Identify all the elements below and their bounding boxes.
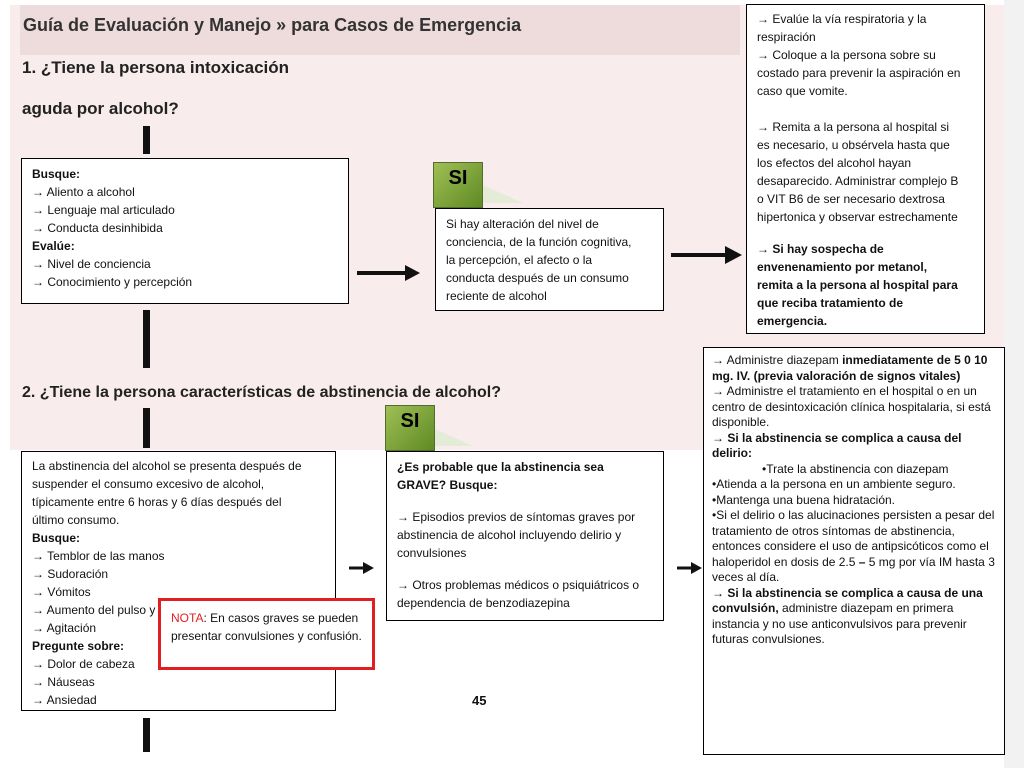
box5-line-0: ¿Es probable que la abstinencia sea bbox=[397, 460, 604, 474]
box6-b4-dash: – bbox=[858, 554, 866, 569]
box6-bullet-1: •Trate la abstinencia con diazepam bbox=[762, 461, 949, 476]
box4-line-5: → Temblor de las manos bbox=[32, 549, 165, 563]
box6-p1-bold: inmediatamente de 5 0 10 mg. IV. (previa valoración de signos vitales) bbox=[712, 353, 988, 383]
question-1-line-2: aguda por alcohol? bbox=[22, 99, 179, 118]
box2-line-3: conducta después de un consumo bbox=[446, 271, 629, 285]
box6-paragraph-3: → Si la abstinencia se complica a causa del delirio: bbox=[712, 430, 962, 460]
box3-line-4: caso que vomite. bbox=[757, 84, 848, 98]
arrow-right-icon bbox=[349, 560, 375, 576]
connector-bar-4 bbox=[143, 718, 150, 752]
box1-line-1: → Aliento a alcohol bbox=[32, 185, 135, 199]
si-badge-1: SI bbox=[433, 162, 483, 208]
box3-line-12 bbox=[757, 226, 974, 240]
box6-p1-text: → Administre diazepam bbox=[712, 353, 843, 367]
box3-line-15: remita a la persona al hospital para bbox=[757, 278, 958, 292]
arrow-right-icon bbox=[677, 560, 703, 576]
page-number: 45 bbox=[472, 693, 487, 708]
si-badge-2: SI bbox=[385, 405, 435, 451]
box6-p4-text: administre diazepam en primera instancia y no use anticonvulsivos para prevenir futuras convulsiones. bbox=[712, 601, 967, 646]
nota-text: : En casos graves se pueden presentar convulsiones y confusión. bbox=[171, 611, 362, 643]
condition-box-intoxication bbox=[435, 208, 664, 311]
box4-line-0: La abstinencia del alcohol se presenta después de bbox=[32, 459, 302, 473]
box3-line-16: que reciba tratamiento de bbox=[757, 296, 904, 310]
box5-line-8: dependencia de benzodiazepina bbox=[397, 596, 570, 610]
management-box-withdrawal bbox=[703, 347, 1005, 755]
box3-line-5 bbox=[757, 100, 974, 118]
question-1-line-1: 1. ¿Tiene la persona intoxicación bbox=[22, 58, 290, 77]
box3-line-14: envenenamiento por metanol, bbox=[757, 260, 928, 274]
box5-line-3: → Episodios previos de síntomas graves por bbox=[397, 510, 636, 524]
box3-line-2: → Coloque a la persona sobre su bbox=[757, 48, 936, 62]
box1-line-5: → Nivel de conciencia bbox=[32, 257, 151, 271]
box4-line-1: suspender el consumo excesivo de alcohol, bbox=[32, 477, 265, 491]
box5-line-5: convulsiones bbox=[397, 546, 467, 560]
box4-line-13: → Ansiedad bbox=[32, 693, 97, 707]
box3-line-1: respiración bbox=[757, 30, 816, 44]
connector-bar-3 bbox=[143, 408, 150, 448]
box6-paragraph-2: → Administre el tratamiento en el hospital o en un centro de desintoxicación clínica hospitalaria, si está disponible. bbox=[712, 384, 991, 429]
box1-line-4: Evalúe: bbox=[32, 239, 75, 253]
box2-line-1: conciencia, de la función cognitiva, bbox=[446, 235, 632, 249]
box4-line-4: Busque: bbox=[32, 531, 80, 545]
box5-line-4: abstinencia de alcohol incluyendo delirio y bbox=[397, 528, 622, 542]
arrow-right-icon bbox=[357, 263, 421, 283]
box5-line-6 bbox=[397, 562, 653, 576]
box6-paragraph-1 bbox=[712, 353, 996, 384]
box6-bullet-2: •Atienda a la persona en un ambiente seguro. bbox=[712, 477, 956, 491]
box4-line-9: → Agitación bbox=[32, 621, 97, 635]
box4-line-2: típicamente entre 6 horas y 6 días después del bbox=[32, 495, 282, 509]
box6-p4-bold: → Si la abstinencia se complica a causa de una convulsión, bbox=[712, 585, 983, 615]
box5-line-1: GRAVE? Busque: bbox=[397, 478, 498, 492]
box3-line-0: → Evalúe la vía respiratoria y la bbox=[757, 12, 927, 26]
box2-line-0: Si hay alteración del nivel de bbox=[446, 217, 599, 231]
box3-line-9: desaparecido. Administrar complejo B bbox=[757, 174, 959, 188]
page-title: Guía de Evaluación y Manejo » para Casos de Emergencia bbox=[23, 15, 522, 35]
box1-line-3: → Conducta desinhibida bbox=[32, 221, 163, 235]
box6-paragraph-4 bbox=[712, 586, 996, 648]
nota-box bbox=[158, 598, 375, 670]
nota-label: NOTA bbox=[171, 611, 204, 625]
box6-bullet-4 bbox=[712, 508, 996, 586]
box3-line-6: → Remita a la persona al hospital si bbox=[757, 120, 950, 134]
severity-box-withdrawal bbox=[386, 451, 664, 621]
box4-line-8: → Aumento del pulso y bbox=[32, 603, 156, 617]
box4-line-3: último consumo. bbox=[32, 513, 120, 527]
box5-line-2 bbox=[397, 494, 653, 508]
box3-line-11: hipertonica y observar estrechamente bbox=[757, 210, 958, 224]
box6-b4-tail: 5 mg por vía IM hasta 3 veces al día. bbox=[712, 554, 995, 584]
right-decoration bbox=[1004, 0, 1024, 768]
box2-line-4: reciente de alcohol bbox=[446, 289, 547, 303]
assessment-box-withdrawal bbox=[21, 451, 336, 711]
management-box-intoxication bbox=[746, 4, 985, 334]
box3-line-7: es necesario, u obsérvela hasta que bbox=[757, 138, 950, 152]
box4-line-12: → Náuseas bbox=[32, 675, 95, 689]
question-2: 2. ¿Tiene la persona características de abstinencia de alcohol? bbox=[22, 384, 502, 401]
box2-line-2: la percepción, el afecto o la bbox=[446, 253, 593, 267]
box4-line-6: → Sudoración bbox=[32, 567, 109, 581]
assessment-box-intoxication bbox=[21, 158, 349, 304]
box1-line-6: → Conocimiento y percepción bbox=[32, 275, 193, 289]
connector-bar-1 bbox=[143, 126, 150, 154]
box1-line-2: → Lenguaje mal articulado bbox=[32, 203, 175, 217]
box4-line-11: → Dolor de cabeza bbox=[32, 657, 135, 671]
si-badge-shadow bbox=[483, 185, 523, 203]
page-title-band bbox=[20, 5, 740, 55]
box4-line-7: → Vómitos bbox=[32, 585, 91, 599]
arrow-right-icon bbox=[671, 244, 743, 266]
box3-line-3: costado para prevenir la aspiración en bbox=[757, 66, 961, 80]
si-badge-shadow bbox=[433, 428, 473, 446]
box6-bullet-3: •Mantenga una buena hidratación. bbox=[712, 492, 896, 507]
box3-line-10: o VIT B6 de ser necesario dextrosa bbox=[757, 192, 945, 206]
connector-bar-2 bbox=[143, 310, 150, 368]
box3-line-8: los efectos del alcohol hayan bbox=[757, 156, 912, 170]
box3-line-17: emergencia. bbox=[757, 314, 828, 328]
box4-line-10: Pregunte sobre: bbox=[32, 639, 125, 653]
box3-line-13: → Si hay sospecha de bbox=[757, 242, 884, 256]
box5-line-7: → Otros problemas médicos o psiquiátricos o bbox=[397, 578, 640, 592]
box1-line-0: Busque: bbox=[32, 167, 80, 181]
box6-b4-text: •Si el delirio o las alucinaciones persisten a pesar del tratamiento de otros síntomas de abstinencia, entonces considere el uso de antipsicóticos como el haloperidol en dosis de 2.5 bbox=[712, 508, 995, 569]
